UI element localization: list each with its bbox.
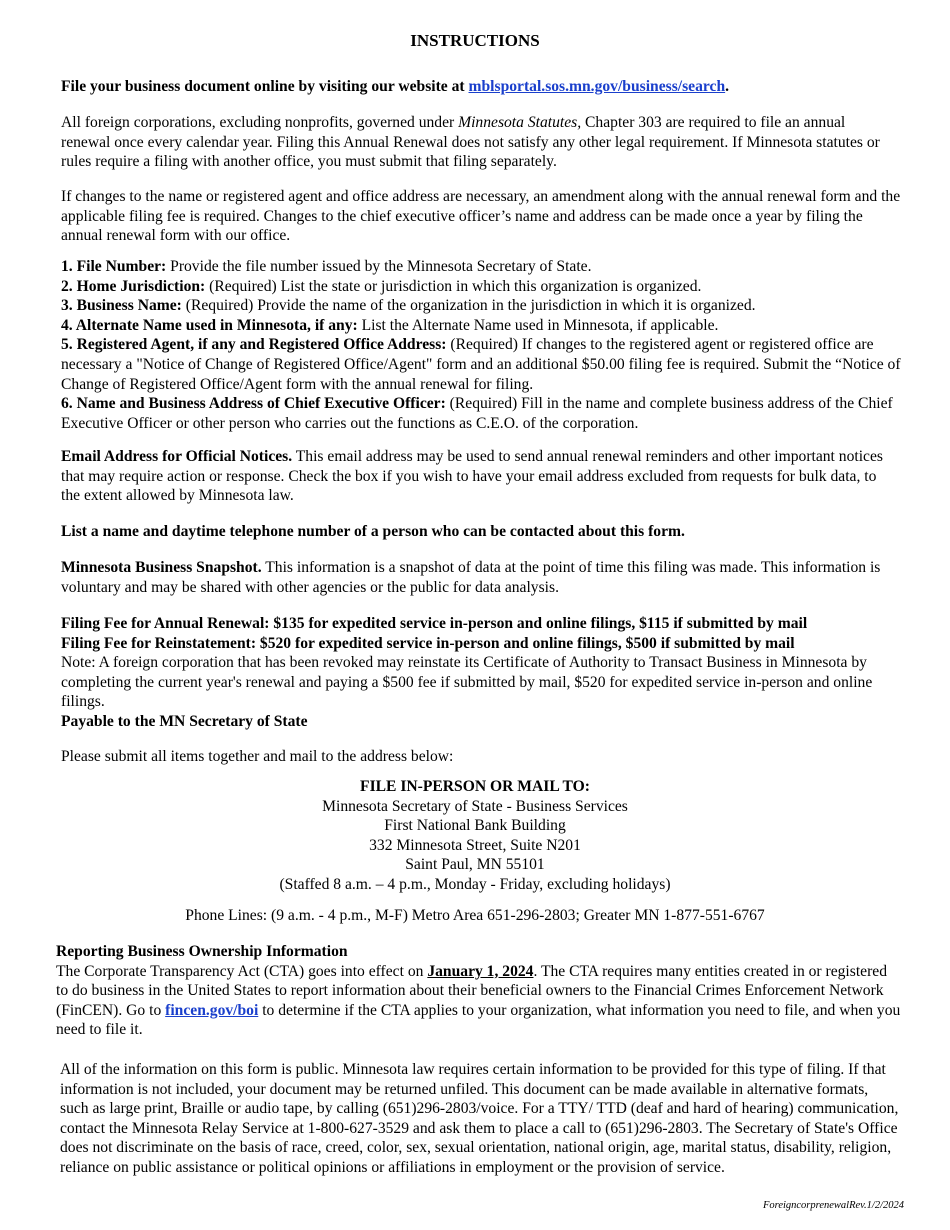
office-hours: (Staffed 8 a.m. – 4 p.m., Monday - Friday, excluding holidays): [279, 875, 671, 893]
address-line-1: Minnesota Secretary of State - Business Services: [322, 797, 628, 815]
public-information-paragraph: All of the information on this form is public. Minnesota law requires certain information to be provided for this type of filing. If that information is not included, your document may be returned unfiled. This document can be made available in alternative formats, such as large print, Braille or audio tape, by calling (651)296-2803/voice. For a TTY/ TTD (deaf and hard of hearing) communication, contact the Minnesota Relay Service at 1-800-627-3529 and ask them to place a call to (651)296-2803. The Secretary of State's Office does not discriminate on the basis of race, creed, color, sex, sexual orientation, national origin, age, marital status, disability, religion, reliance on public assistance or political opinions or affiliations in employment or the provision of service.: [60, 1061, 899, 1176]
contact-paragraph: List a name and daytime telephone number of a person who can be contacted about this form.: [61, 523, 685, 540]
online-filing-end: .: [725, 78, 730, 95]
email-label: Email Address for Official Notices.: [61, 448, 293, 465]
fincen-boi-link[interactable]: fincen.gov/boi: [165, 1001, 259, 1019]
instruction-home-jurisdiction: [61, 277, 906, 297]
foreign-text-b: Chapter 303 are required to file an annual renewal once every calendar year. Filing this Annual Renewal does not satisfy any other legal requirement. If Minnesota statutes or rules require a filing with another office, you must submit that filing separately.: [61, 114, 880, 171]
statute-name: Minnesota Statutes,: [458, 114, 582, 131]
boi-text-c: to determine if the CTA applies to your organization, what information you need to file, and when you need to file it.: [56, 1001, 901, 1039]
item-label: 1. File Number:: [61, 258, 167, 275]
cta-effective-date: January 1, 2024: [427, 962, 534, 980]
mailing-address: [0, 777, 950, 895]
annual-renewal-fee: Filing Fee for Annual Renewal: $135 for expedited service in-person and online filings, $115 if submitted by mail: [61, 615, 808, 632]
boi-section: [56, 942, 901, 1040]
payable-to: Payable to the MN Secretary of State: [61, 712, 308, 730]
address-line-3: 332 Minnesota Street, Suite N201: [369, 836, 581, 854]
boi-paragraph: [56, 962, 901, 1040]
item-label: 2. Home Jurisdiction:: [61, 277, 206, 295]
item-label: 6. Name and Business Address of Chief Executive Officer:: [61, 395, 446, 413]
phone-lines: Phone Lines: (9 a.m. - 4 p.m., M-F) Metro Area 651-296-2803; Greater MN 1-877-551-6767: [185, 907, 765, 924]
fees-note: Note: A foreign corporation that has been revoked may reinstate its Certificate of Authority to Transact Business in Minnesota by completing the current year's renewal and paying a $500 fee if submitted by mail, $520 for expedited service in-person and online filings.: [61, 654, 873, 711]
item-text: (Required) Provide the name of the organization in the jurisdiction in which it is organized.: [181, 297, 756, 315]
submit-instructions: Please submit all items together and mail to the address below:: [61, 748, 454, 765]
online-filing-text: File your business document online by visiting our website at: [61, 78, 469, 95]
item-text: List the Alternate Name used in Minnesota, if applicable.: [357, 316, 719, 334]
boi-text-b: . The CTA requires many entities created in or registered to do business in the United States to report information about their beneficial owners to the Financial Crimes Enforcement Network (FinCEN). Go to: [56, 962, 887, 1019]
item-label: 3. Business Name:: [61, 297, 182, 315]
snapshot-label: Minnesota Business Snapshot.: [61, 559, 262, 576]
numbered-instructions-list: [61, 257, 906, 433]
snapshot-paragraph: [61, 558, 896, 597]
item-text: (Required) List the state or jurisdiction in which this organization is organized.: [205, 277, 702, 295]
address-line-2: First National Bank Building: [384, 817, 566, 835]
item-text: (Required) If changes to the registered agent or registered office are necessary a "Notice of Change of Registered Office/Agent" form and an additional $50.00 filing fee is required. Submit the “Notice of Change of Registered Office/Agent form with the annual renewal for filing.: [61, 336, 901, 393]
instruction-registered-agent: [61, 335, 906, 394]
boi-text-a: The Corporate Transparency Act (CTA) goes into effect on: [56, 962, 428, 980]
item-text: Provide the file number issued by the Minnesota Secretary of State.: [166, 258, 592, 275]
instruction-ceo: [61, 394, 906, 433]
foreign-text-a: All foreign corporations, excluding nonprofits, governed under: [61, 114, 459, 131]
boi-heading: Reporting Business Ownership Information: [56, 943, 348, 960]
instruction-alternate-name: [61, 316, 906, 336]
page-title: INSTRUCTIONS: [410, 31, 540, 50]
fees-section: [61, 614, 906, 732]
instruction-business-name: [61, 296, 906, 316]
instruction-file-number: [61, 257, 906, 277]
snapshot-text: This information is a snapshot of data at the point of time this filing was made. This information is voluntary and may be shared with other agencies or the public for data analysis.: [61, 559, 881, 596]
email-paragraph: [61, 447, 896, 506]
item-label: 4. Alternate Name used in Minnesota, if any:: [61, 316, 358, 334]
item-label: 5. Registered Agent, if any and Registered Office Address:: [61, 336, 447, 354]
form-revision: ForeigncorprenewalRev.1/2/2024: [762, 1200, 904, 1211]
item-text: (Required) Fill in the name and complete business address of the Chief Executive Officer or other person who carries out the functions as C.E.O. of the corporation.: [61, 395, 893, 432]
email-text: This email address may be used to send annual renewal reminders and other important notices that may require action or response. Check the box if you wish to have your email address excluded from requests for bulk data, to the extent allowed by Minnesota law.: [61, 448, 883, 505]
online-filing-paragraph: [61, 77, 901, 97]
sos-portal-link[interactable]: mblsportal.sos.mn.gov/business/search: [468, 78, 726, 95]
changes-paragraph: If changes to the name or registered agent and office address are necessary, an amendment along with the annual renewal form and the applicable filing fee is required. Changes to the chief executive officer’s name and address can be made once a year by filing the annual renewal form with our office.: [61, 188, 901, 245]
address-line-4: Saint Paul, MN 55101: [405, 856, 545, 874]
reinstatement-fee: Filing Fee for Reinstatement: $520 for expedited service in-person and online filings, $500 if submitted by mail: [61, 634, 795, 652]
address-heading: FILE IN-PERSON OR MAIL TO:: [360, 778, 590, 795]
foreign-corporations-paragraph: [61, 113, 896, 172]
